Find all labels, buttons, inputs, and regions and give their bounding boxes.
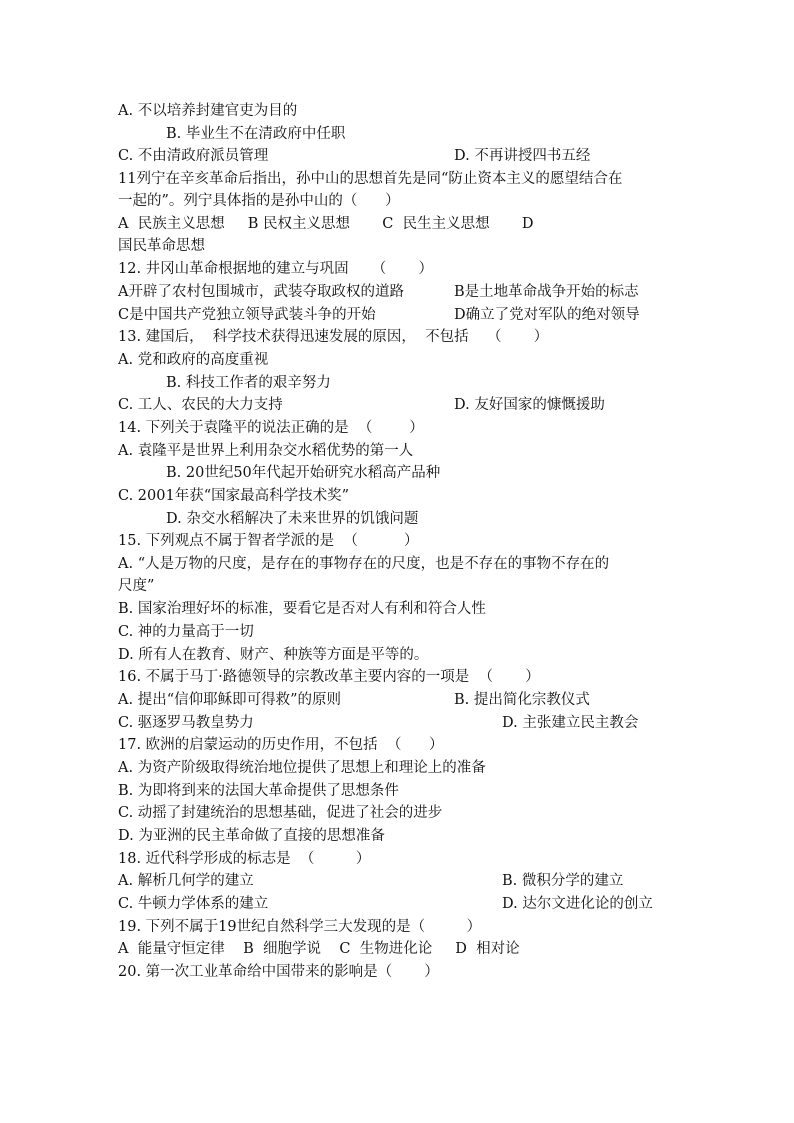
option-17c: C. 动摇了封建统治的思想基础，促进了社会的进步 — [118, 805, 443, 821]
option-10b: B. 毕业生不在清政府中任职 — [166, 126, 346, 142]
option-15c: C. 神的力量高于一切 — [118, 624, 254, 640]
option-16b: B. 提出简化宗教仪式 — [454, 692, 590, 708]
question-17: 17. 欧洲的启蒙运动的历史作用，不包括 （ ） — [118, 737, 444, 753]
option-10c: C. 不由清政府派员管理 — [118, 148, 269, 164]
option-17b: B. 为即将到来的法国大革命提供了思想条件 — [118, 783, 399, 799]
option-16a: A. 提出“信仰耶稣即可得救”的原则 — [118, 692, 342, 708]
question-19: 19. 下列不属于19世纪自然科学三大发现的是（ ） — [118, 919, 482, 935]
option-13d: D. 友好国家的慷慨援助 — [454, 397, 605, 413]
question-11-line1: 11列宁在辛亥革命后指出，孙中山的思想首先是同“防止资本主义的愿望结合在 — [118, 171, 623, 187]
question-12: 12. 井冈山革命根据地的建立与巩固 （ ） — [118, 261, 433, 277]
option-15d: D. 所有人在教育、财产、种族等方面是平等的。 — [118, 647, 429, 663]
option-10d: D. 不再讲授四书五经 — [454, 148, 591, 164]
option-12d: D确立了党对军队的绝对领导 — [454, 307, 640, 323]
option-17d: D. 为亚洲的民主革命做了直接的思想准备 — [118, 828, 385, 844]
option-14d: D. 杂交水稻解决了未来世界的饥饿问题 — [166, 511, 419, 527]
option-12b: B是土地革命战争开始的标志 — [454, 284, 639, 300]
question-11-option-d: 国民革命思想 — [118, 238, 205, 254]
option-16c: C. 驱逐罗马教皇势力 — [118, 715, 254, 731]
question-19-options: A 能量守恒定律 B 细胞学说 C 生物进化论 D 相对论 — [118, 941, 520, 957]
question-18: 18. 近代科学形成的标志是 （ ） — [118, 851, 371, 867]
question-11-options: A 民族主义思想 B 民权主义思想 C 民生主义思想 D — [118, 216, 534, 232]
option-10a: A. 不以培养封建官吏为目的 — [118, 103, 298, 119]
option-16d: D. 主张建立民主教会 — [502, 715, 639, 731]
option-15a-line1: A. “人是万物的尺度，是存在的事物存在的尺度，也是不存在的事物不存在的 — [118, 556, 610, 572]
option-15b: B. 国家治理好坏的标准，要看它是否对人有利和符合人性 — [118, 601, 486, 617]
option-13c: C. 工人、农民的大力支持 — [118, 397, 283, 413]
option-14b: B. 20世纪50年代起开始研究水稻高产品种 — [166, 465, 441, 481]
question-16: 16. 不属于马丁·路德领导的宗教改革主要内容的一项是 （ ） — [118, 669, 540, 685]
option-14a: A. 袁隆平是世界上利用杂交水稻优势的第一人 — [118, 443, 414, 459]
option-18a: A. 解析几何学的建立 — [118, 873, 254, 889]
question-13: 13. 建国后， 科学技术获得迅速发展的原因， 不包括 （ ） — [118, 329, 549, 345]
option-14c: C. 2001年获“国家最高科学技术奖” — [118, 488, 350, 504]
option-15a-line2: 尺度” — [118, 578, 155, 594]
option-18b: B. 微积分学的建立 — [502, 873, 624, 889]
question-14: 14. 下列关于袁隆平的说法正确的是 （ ） — [118, 420, 424, 436]
question-20: 20. 第一次工业革命给中国带来的影响是（ ） — [118, 964, 439, 980]
option-13b: B. 科技工作者的艰辛努力 — [166, 375, 331, 391]
question-15: 15. 下列观点不属于智者学派的是 （ ） — [118, 533, 419, 549]
option-12c: C是中国共产党独立领导武装斗争的开始 — [118, 307, 376, 323]
option-17a: A. 为资产阶级取得统治地位提供了思想上和理论上的准备 — [118, 760, 486, 776]
option-13a: A. 党和政府的高度重视 — [118, 352, 269, 368]
option-12a: A开辟了农村包围城市，武装夺取政权的道路 — [118, 284, 404, 300]
option-18d: D. 达尔文进化论的创立 — [502, 896, 653, 912]
question-11-line2: 一起的”。列宁具体指的是孙中山的（ ） — [118, 193, 400, 209]
option-18c: C. 牛顿力学体系的建立 — [118, 896, 269, 912]
